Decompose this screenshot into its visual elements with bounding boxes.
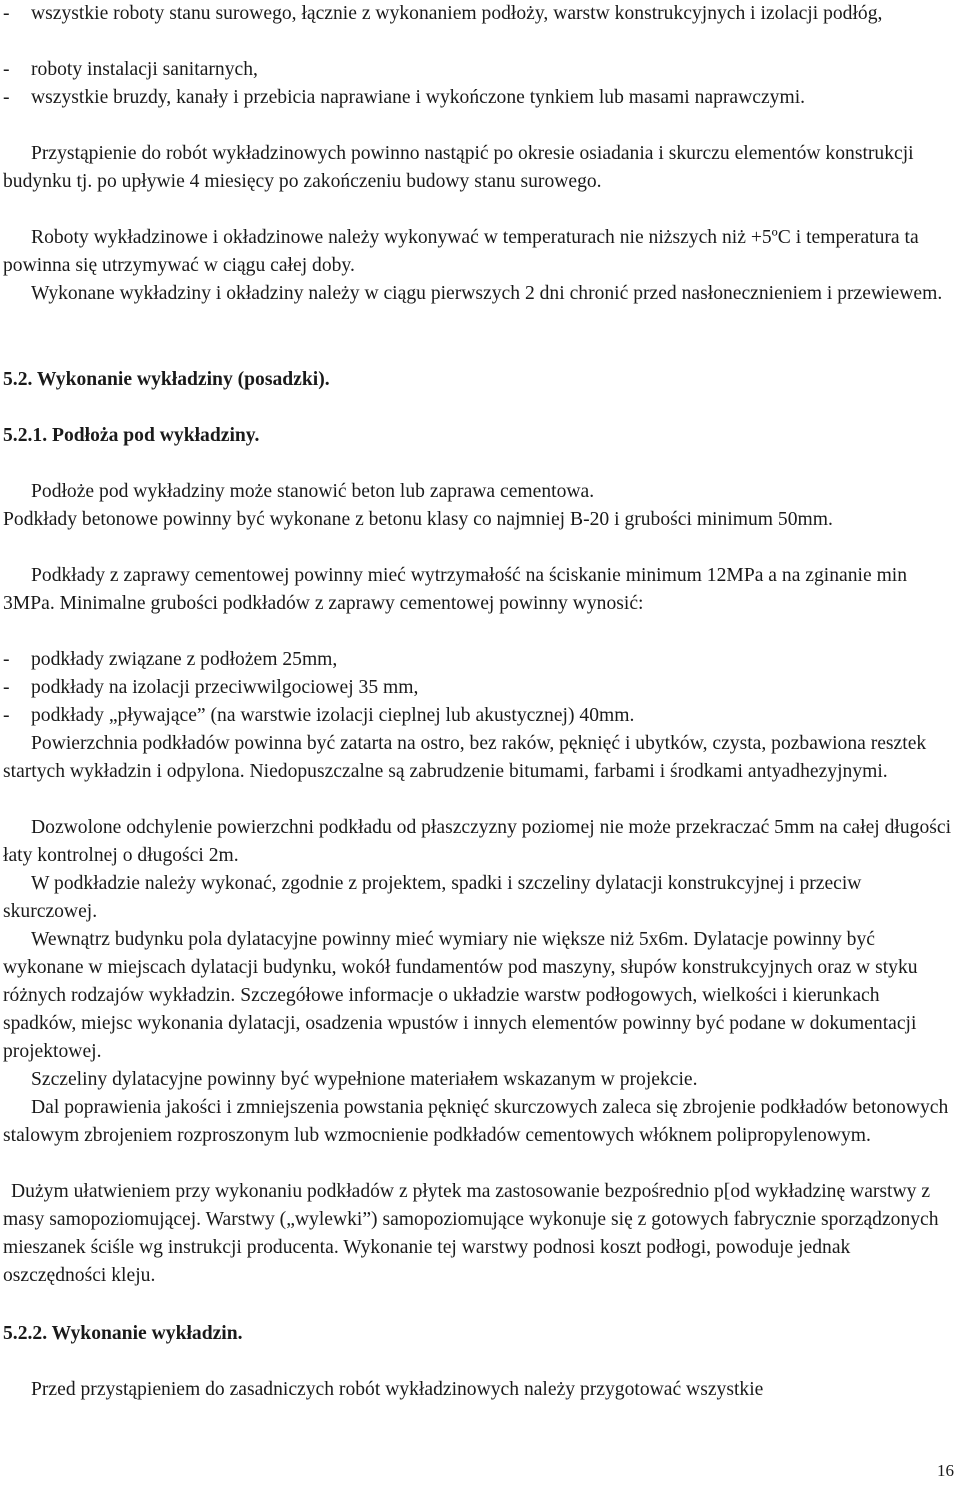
paragraph-self-leveling: Dużym ułatwieniem przy wykonaniu podkładów z płytek ma zastosowanie bezpośrednio p[od wykładzinę warstwy z masy samopoziomującej. Warstwy („wylewki”) samopoziomujące wykonuje się z gotowych fabrycznie sporządzonych mieszanek ściśle wg instrukcji producenta. Wykonanie tej warstwy podnosi koszt podłogi, powoduje jednak oszczędności kleju. — [3, 1181, 939, 1286]
paragraph-slopes: W podkładzie należy wykonać, zgodnie z projektem, spadki i szczeliny dylatacji konstrukcyjnej i przeciw skurczowej. — [3, 873, 862, 922]
paragraph-surface: Powierzchnia podkładów powinna być zatarta na ostro, bez raków, pęknięć i ubytków, czysta, pozbawiona resztek startych wykładzin i odpylona. Niedopuszczalne są zabrudzenie bitumami, farbami i środkami antyadhezyjnymi. — [3, 733, 927, 782]
paragraph-temperature: Roboty wykładzinowe i okładzinowe należy wykonywać w temperaturach nie niższych niż +5ºC i temperatura ta powinna się utrzymywać w ciągu całej doby. — [3, 227, 919, 276]
paragraph-settlement: Przystąpienie do robót wykładzinowych powinno nastąpić po okresie osiadania i skurczu elementów konstrukcji budynku tj. po upływie 4 miesięcy po zakończeniu budowy stanu surowego. — [3, 143, 914, 192]
paragraph-protection: Wykonane wykładziny i okładziny należy w ciągu pierwszych 2 dni chronić przed nasłonecznieniem i przewiewem. — [31, 283, 943, 304]
list-item: - podkłady „pływające” (na warstwie izolacji cieplnej lub akustycznej) 40mm. — [3, 705, 635, 726]
page-number: 16 — [937, 1461, 954, 1480]
paragraph-reinforcement: Dal poprawienia jakości i zmniejszenia powstania pęknięć skurczowych zaleca się zbrojenie podkładów betonowych stalowym zbrojeniem rozproszonym lub wzmocnienie podkładów cementowych włóknem polipropylenowym. — [3, 1097, 949, 1146]
list-item: - wszystkie roboty stanu surowego, łącznie z wykonaniem podłoży, warstw konstrukcyjnych i izolacji podłóg, — [3, 3, 883, 24]
paragraph-concrete-base: Podkłady betonowe powinny być wykonane z betonu klasy co najmniej B-20 i grubości minimum 50mm. — [3, 509, 833, 530]
paragraph-joints: Szczeliny dylatacyjne powinny być wypełnione materiałem wskazanym w projekcie. — [31, 1069, 698, 1090]
paragraph-mortar-base: Podkłady z zaprawy cementowej powinny mieć wytrzymałość na ściskanie minimum 12MPa a na zginanie min 3MPa. Minimalne grubości podkładów z zaprawy cementowej powinny wynosić: — [3, 565, 908, 614]
list-item: - roboty instalacji sanitarnych, — [3, 59, 258, 80]
section-heading-5-2: 5.2. Wykonanie wykładziny (posadzki). — [3, 369, 330, 390]
section-heading-5-2-2: 5.2.2. Wykonanie wykładzin. — [3, 1323, 243, 1344]
paragraph-dilatation: Wewnątrz budynku pola dylatacyjne powinny mieć wymiary nie większe niż 5x6m. Dylatacje powinny być wykonane w miejscach dylatacji budynku, wokół fundamentów pod maszyny, słupów konstrukcyjnych oraz w styku różnych rodzajów wykładzin. Szczegółowe informacje o układzie warstw podłogowych, wielkości i kierunkach spadków, miejsc wykonania dylatacji, osadzenia wpustów i innych elementów powinny być podane w dokumentacji projektowej. — [3, 929, 918, 1062]
list-item: - podkłady na izolacji przeciwwilgociowej 35 mm, — [3, 677, 419, 698]
paragraph-preparation: Przed przystąpieniem do zasadniczych robót wykładzinowych należy przygotować wszystkie — [31, 1379, 764, 1400]
list-item: - podkłady związane z podłożem 25mm, — [3, 649, 338, 670]
list-item: - wszystkie bruzdy, kanały i przebicia naprawiane i wykończone tynkiem lub masami naprawczymi. — [3, 87, 806, 108]
paragraph-substrate: Podłoże pod wykładziny może stanowić beton lub zaprawa cementowa. — [31, 481, 595, 502]
paragraph-deviation: Dozwolone odchylenie powierzchni podkładu od płaszczyzny poziomej nie może przekraczać 5mm na całej długości łaty kontrolnej o długości 2m. — [3, 817, 952, 866]
section-heading-5-2-1: 5.2.1. Podłoża pod wykładziny. — [3, 425, 260, 446]
